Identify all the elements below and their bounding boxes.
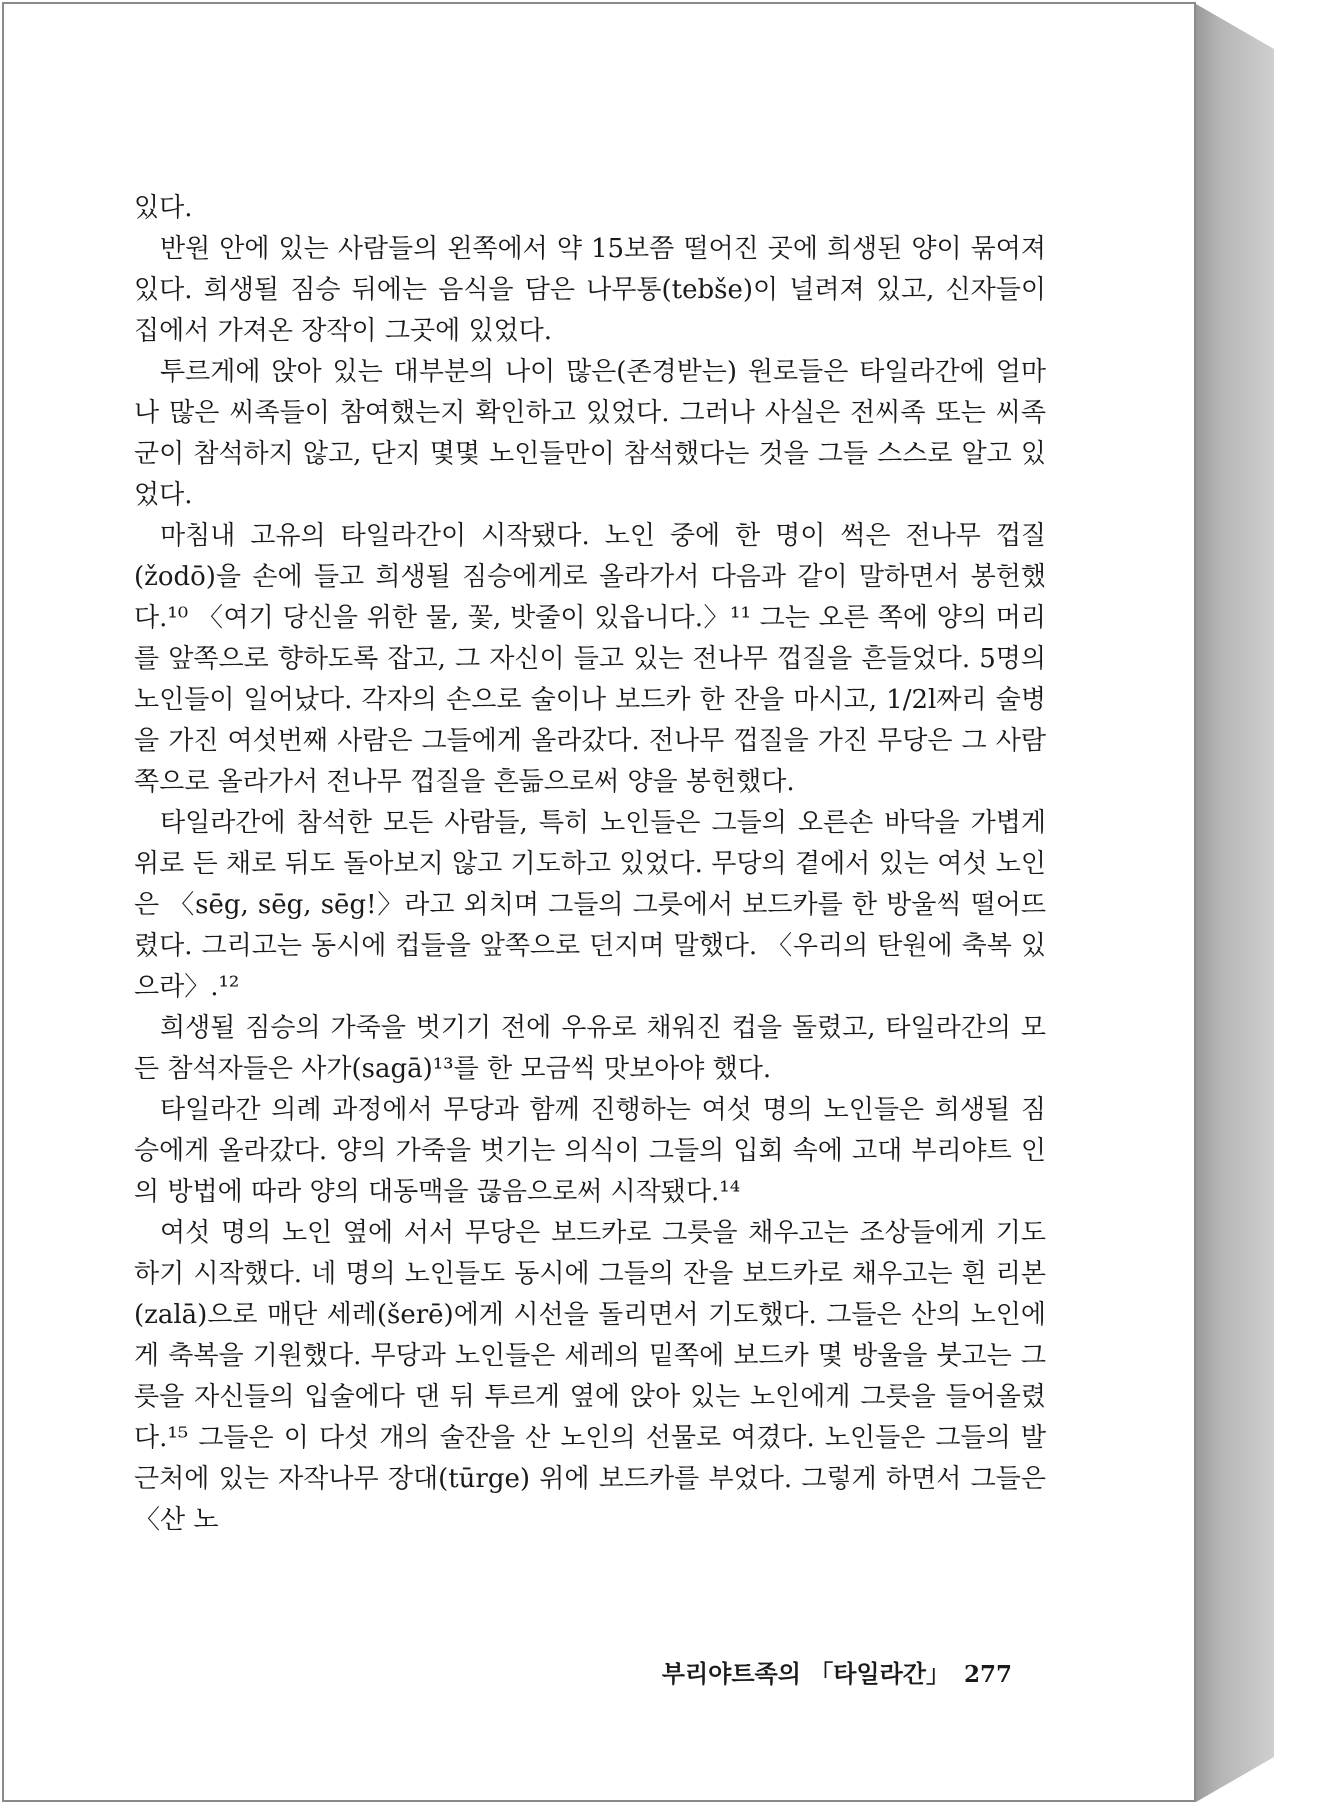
paragraph: 여섯 명의 노인 옆에 서서 무당은 보드카로 그릇을 채우고는 조상들에게 기도하기 시작했다. 네 명의 노인들도 동시에 그들의 잔을 보드카로 채우고는 흰 리본(zalā)으로 매단 세레(šerē)에게 시선을 돌리면서 기도했다. 그들은 산의 노인에게 축복을 기원했다. 무당과 노인들은 세레의 밑쪽에 보드카 몇 방울을 붓고는 그릇을 자신들의 입술에다 댄 뒤 투르게 옆에 앉아 있는 노인에게 그릇을 들어올렸다.¹⁵ 그들은 이 다섯 개의 술잔을 산 노인의 선물로 여겼다. 노인들은 그들의 발 근처에 있는 자작나무 장대(tūrge) 위에 보드카를 부었다. 그렇게 하면서 그들은 〈산 노 — [134, 1218, 1046, 1535]
paragraph: 희생될 짐승의 가죽을 벗기기 전에 우유로 채워진 컵을 돌렸고, 타일라간의 모든 참석자들은 사가(sagā)¹³를 한 모금씩 맛보아야 했다. — [134, 1013, 1046, 1084]
page-stack-edge — [1196, 4, 1274, 1802]
page-footer — [500, 1654, 1012, 1689]
paragraph: 타일라간에 참석한 모든 사람들, 특히 노인들은 그들의 오른손 바닥을 가볍게 위로 든 채로 뒤도 돌아보지 않고 기도하고 있었다. 무당의 곁에서 있는 여섯 노인은 〈sēg, sēg, sēg!〉라고 외치며 그들의 그릇에서 보드카를 한 방울씩 떨어뜨렸다. 그리고는 동시에 컵들을 앞쪽으로 던지며 말했다. 〈우리의 탄원에 축복 있으라〉.¹² — [134, 808, 1046, 1002]
paragraph: 마침내 고유의 타일라간이 시작됐다. 노인 중에 한 명이 썩은 전나무 껍질(žodō)을 손에 들고 희생될 짐승에게로 올라가서 다음과 같이 말하면서 봉헌했다.¹⁰ 〈여기 당신을 위한 물, 꽃, 밧줄이 있읍니다.〉¹¹ 그는 오른 쪽에 양의 머리를 앞쪽으로 향하도록 잡고, 그 자신이 들고 있는 전나무 껍질을 흔들었다. 5명의 노인들이 일어났다. 각자의 손으로 술이나 보드카 한 잔을 마시고, 1/2l짜리 술병을 가진 여섯번째 사람은 그들에게 올라갔다. 전나무 껍질을 가진 무당은 그 사람 쪽으로 올라가서 전나무 껍질을 흔듦으로써 양을 봉헌했다. — [134, 521, 1046, 797]
running-title: 부리야트족의 「타일라간」 — [661, 1659, 950, 1688]
page-body — [134, 188, 1046, 1541]
page-number: 277 — [963, 1661, 1012, 1688]
paragraph: 투르게에 앉아 있는 대부분의 나이 많은(존경받는) 원로들은 타일라간에 얼마나 많은 씨족들이 참여했는지 확인하고 있었다. 그러나 사실은 전씨족 또는 씨족군이 참석하지 않고, 단지 몇몇 노인들만이 참석했다는 것을 그들 스스로 알고 있었다. — [134, 357, 1046, 510]
paragraph: 반원 안에 있는 사람들의 왼쪽에서 약 15보쯤 떨어진 곳에 희생된 양이 묶여져 있다. 희생될 짐승 뒤에는 음식을 담은 나무통(tebše)이 널려져 있고, 신자들이 집에서 가져온 장작이 그곳에 있었다. — [134, 234, 1046, 346]
paragraph: 있다. — [134, 193, 193, 223]
paragraph: 타일라간 의례 과정에서 무당과 함께 진행하는 여섯 명의 노인들은 희생될 짐승에게 올라갔다. 양의 가죽을 벗기는 의식이 그들의 입회 속에 고대 부리야트 인의 방법에 따라 양의 대동맥을 끊음으로써 시작됐다.¹⁴ — [134, 1095, 1046, 1207]
